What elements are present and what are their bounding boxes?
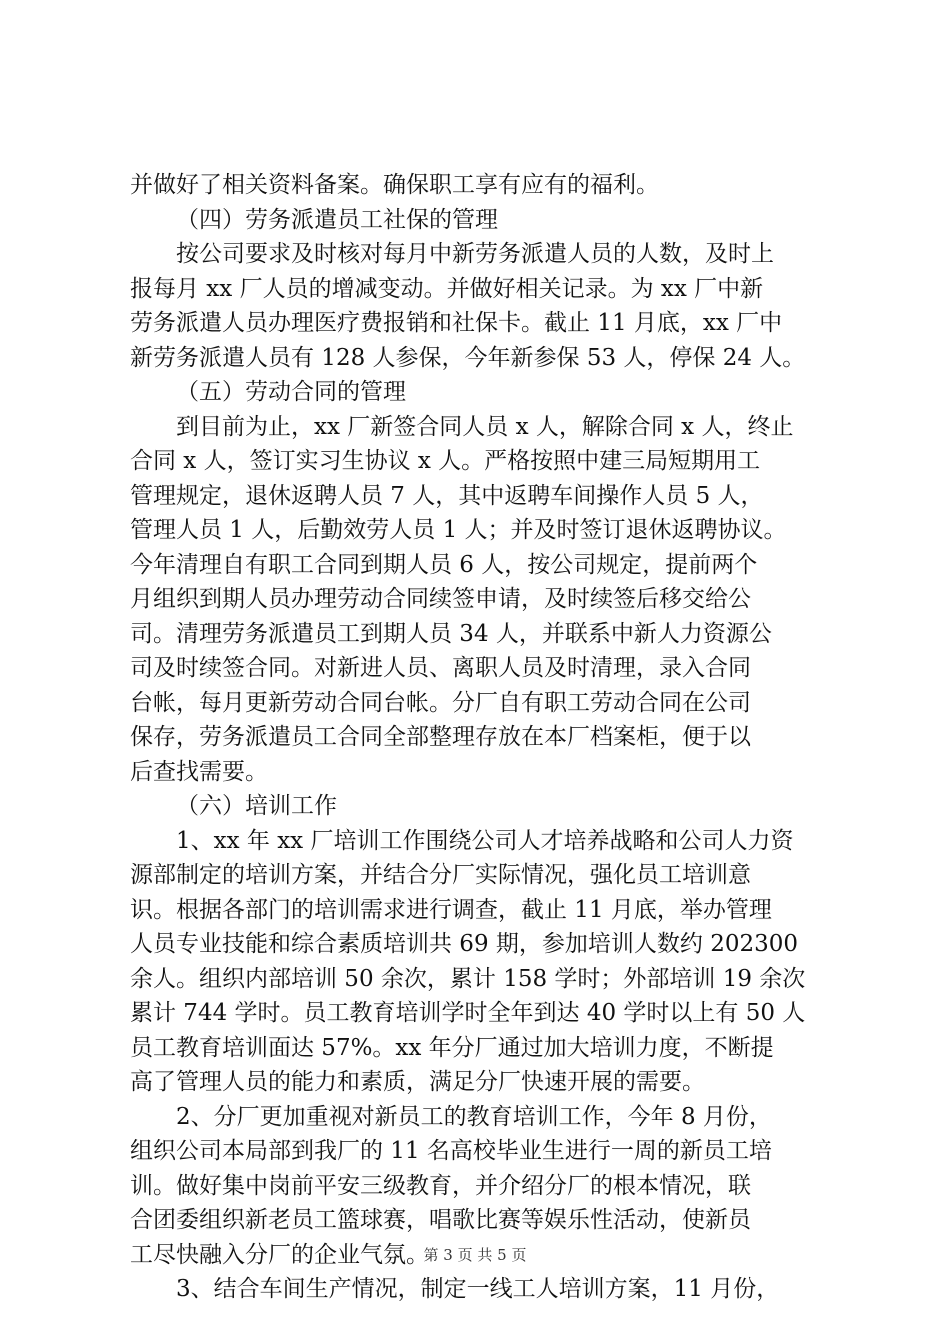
paragraph-line: 源部制定的培训方案，并结合分厂实际情况，强化员工培训意 — [130, 862, 751, 888]
section-heading: （六）培训工作 — [176, 793, 337, 819]
paragraph-line: 按公司要求及时核对每月中新劳务派遣人员的人数，及时上 — [176, 241, 774, 267]
paragraph-line: 管理规定，退休返聘人员 7 人，其中返聘车间操作人员 5 人， — [130, 482, 764, 509]
paragraph-line: 2、分厂更加重视对新员工的教育培训工作，今年 8 月份， — [176, 1103, 772, 1130]
paragraph-line: 工尽快融入分厂的企业气氛。 — [130, 1241, 429, 1268]
paragraph-line: 高了管理人员的能力和素质，满足分厂快速开展的需要。 — [130, 1069, 705, 1095]
paragraph-line: 并做好了相关资料备案。确保职工享有应有的福利。 — [130, 172, 659, 198]
page-footer: 第 3 页 共 5 页 — [423, 1246, 527, 1264]
paragraph-line: 1、xx 年 xx 厂培训工作围绕公司人才培养战略和公司人力资 — [176, 827, 794, 854]
paragraph-line: 余人。组织内部培训 50 余次，累计 158 学时；外部培训 19 余次 — [130, 965, 806, 992]
paragraph-line: 新劳务派遣人员有 128 人参保，今年新参保 53 人，停保 24 人。 — [130, 344, 806, 371]
paragraph-line: 今年清理自有职工合同到期人员 6 人，按公司规定，提前两个 — [130, 551, 758, 578]
paragraph-line: 后查找需要。 — [130, 758, 268, 785]
paragraph-line: 台帐，每月更新劳动合同台帐。分厂自有职工劳动合同在公司 — [130, 689, 751, 716]
paragraph-line: 报每月 xx 厂人员的增减变动。并做好相关记录。为 xx 厂中新 — [130, 275, 764, 302]
section-heading: （五）劳动合同的管理 — [176, 379, 406, 405]
document-body — [130, 168, 830, 1307]
paragraph-line: 人员专业技能和综合素质培训共 69 期，参加培训人数约 202300 — [130, 931, 798, 957]
paragraph-line: 合团委组织新老员工篮球赛，唱歌比赛等娱乐性活动，使新员 — [130, 1207, 751, 1233]
paragraph-line: 合同 x 人，签订实习生协议 x 人。严格按照中建三局短期用工 — [130, 448, 761, 474]
paragraph-line: 司。清理劳务派遣员工到期人员 34 人，并联系中新人力资源公 — [130, 620, 772, 647]
paragraph-line: 员工教育培训面达 57%。xx 年分厂通过加大培训力度，不断提 — [130, 1034, 774, 1061]
paragraph-line: 劳务派遣人员办理医疗费报销和社保卡。截止 11 月底，xx 厂中 — [130, 310, 783, 336]
paragraph-line: 月组织到期人员办理劳动合同续签申请，及时续签后移交给公 — [130, 586, 751, 612]
paragraph-line: 保存，劳务派遣员工合同全部整理存放在本厂档案柜，便于以 — [130, 724, 751, 750]
paragraph-line: 累计 744 学时。员工教育培训学时全年到达 40 学时以上有 50 人 — [130, 1000, 806, 1026]
paragraph-line: 组织公司本局部到我厂的 11 名高校毕业生进行一周的新员工培 — [130, 1138, 772, 1164]
paragraph-line: 管理人员 1 人，后勤效劳人员 1 人；并及时签订退休返聘协议。 — [130, 517, 787, 543]
paragraph-line: 到目前为止，xx 厂新签合同人员 x 人，解除合同 x 人，终止 — [176, 413, 794, 440]
section-heading: （四）劳务派遣员工社保的管理 — [176, 206, 498, 233]
paragraph-line: 3、结合车间生产情况，制定一线工人培训方案，11 月份， — [176, 1276, 780, 1302]
paragraph-line: 训。做好集中岗前平安三级教育，并介绍分厂的根本情况，联 — [130, 1172, 751, 1199]
paragraph-line: 司及时续签合同。对新进人员、离职人员及时清理，录入合同 — [130, 655, 751, 681]
paragraph-line: 识。根据各部门的培训需求进行调查，截止 11 月底，举办管理 — [130, 896, 772, 923]
